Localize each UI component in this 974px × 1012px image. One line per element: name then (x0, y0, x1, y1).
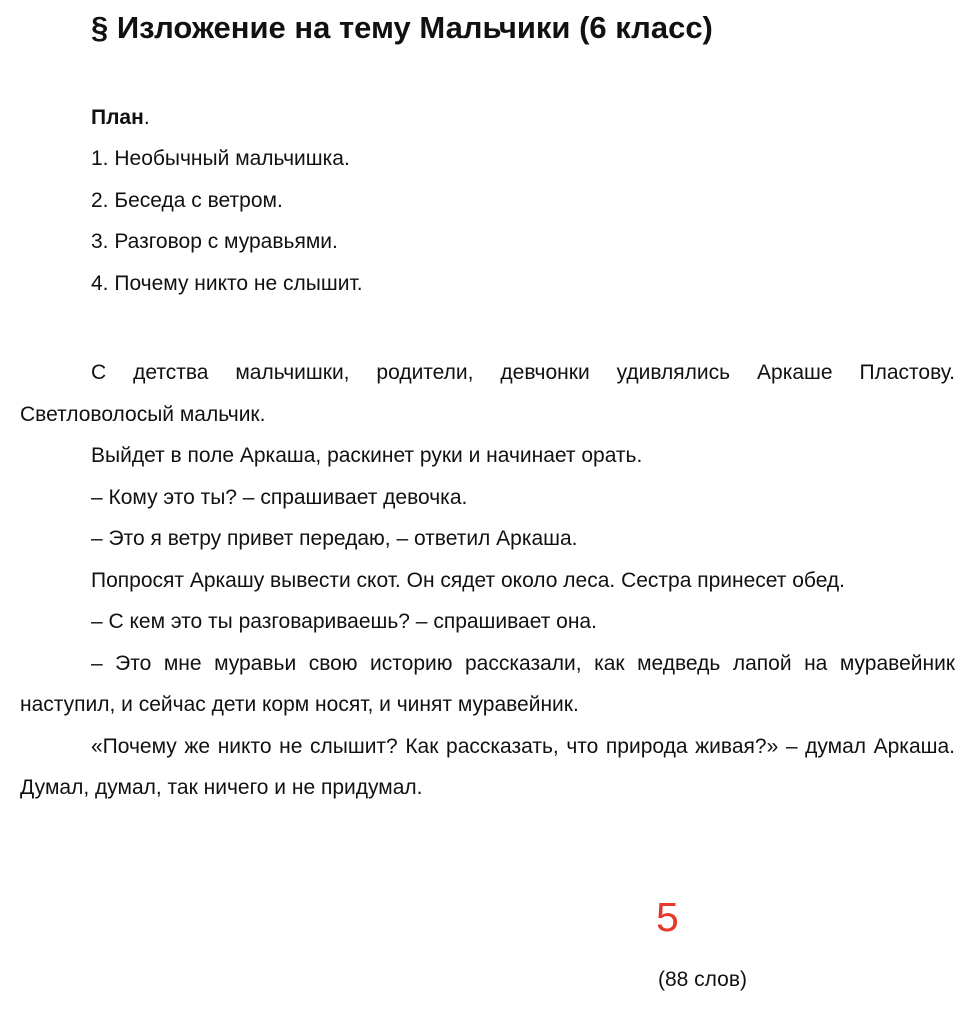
paragraph: С детства мальчишки, родители, девчонки удивлялись Аркаше Пластову. Светловолосый мальчик. (20, 361, 955, 426)
paragraph: – Кому это ты? – спрашивает девочка. (91, 485, 468, 509)
word-count: (88 слов) (658, 968, 748, 991)
plan-heading-label: План (91, 106, 144, 129)
paragraph: Попросят Аркашу вывести скот. Он сядет около леса. Сестра принесет обед. (91, 568, 846, 592)
plan-list (91, 145, 363, 312)
plan-item: 2. Беседа с ветром. (91, 188, 283, 212)
grade-mark: 5 (656, 894, 679, 940)
page-title: § Изложение на тему Мальчики (6 класс) (91, 10, 713, 45)
plan-item: 3. Разговор с муравьями. (91, 230, 338, 254)
paragraph: Выйдет в поле Аркаша, раскинет руки и начинает орать. (91, 444, 643, 467)
paragraph: – Это я ветру привет передаю, – ответил Аркаша. (91, 527, 578, 550)
essay-text (20, 352, 955, 809)
paragraph: – Это мне муравьи свою историю рассказали, как медведь лапой на муравейник наступил, и сейчас дети корм носят, и чинят муравейник. (20, 651, 955, 716)
plan-item: 4. Почему никто не слышит. (91, 272, 363, 296)
plan-item: 1. Необычный мальчишка. (91, 147, 350, 170)
plan-heading (91, 104, 150, 132)
paragraph: «Почему же никто не слышит? Как рассказать, что природа живая?» – думал Аркаша. Думал, думал, так ничего и не придумал. (20, 734, 955, 799)
plan-heading-period: . (143, 106, 150, 129)
paragraph: – С кем это ты разговариваешь? – спрашивает она. (91, 610, 597, 633)
